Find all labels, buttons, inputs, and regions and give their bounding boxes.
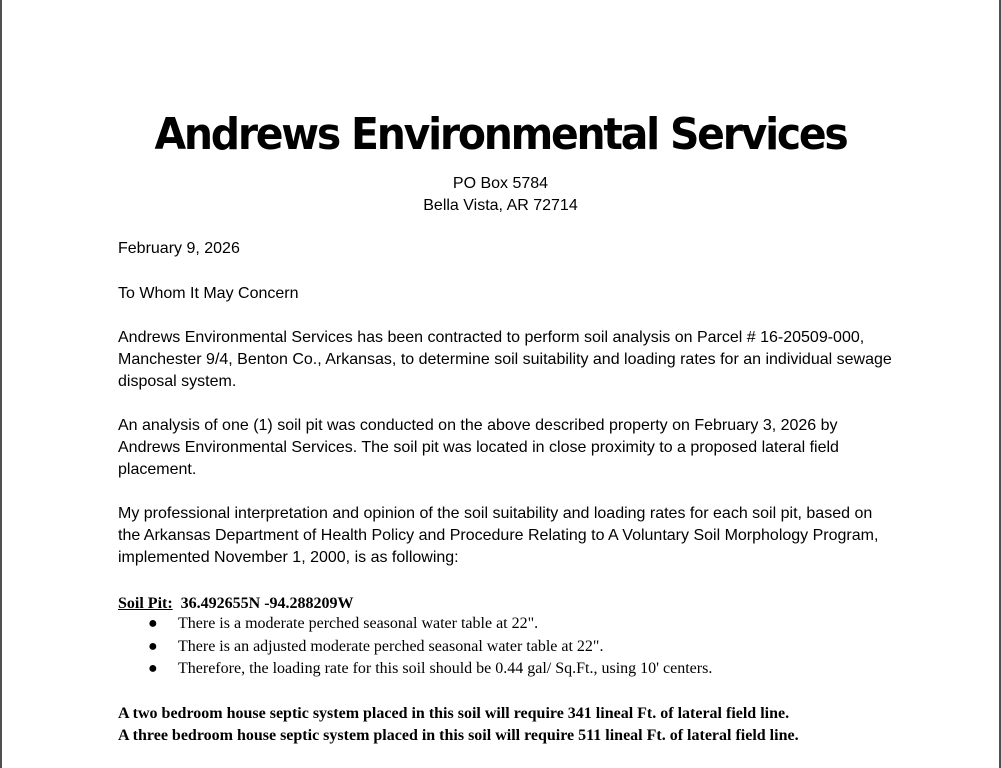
address-line-1: PO Box 5784: [452, 175, 549, 192]
conclusion-three-bedroom: A three bedroom house septic system placed in this soil will require 511 lineal Ft. of lateral field line.: [118, 727, 799, 744]
soil-pit-coordinates: 36.492655N -94.288209W: [180, 595, 354, 612]
finding-item: [146, 658, 712, 681]
finding-text: Therefore, the loading rate for this soil should be 0.44 gal/ Sq.Ft., using 10' centers.: [178, 660, 713, 677]
bullet-icon: ●: [148, 660, 158, 677]
conclusion-two-bedroom: A two bedroom house septic system placed in this soil will require 341 lineal Ft. of lateral field line.: [118, 705, 790, 722]
letter-date: February 9, 2026: [118, 240, 240, 257]
soil-pit-heading: [118, 593, 354, 615]
finding-text: There is an adjusted moderate perched seasonal water table at 22".: [178, 637, 604, 655]
salutation: To Whom It May Concern: [118, 285, 299, 302]
paragraph-contract: Andrews Environmental Services has been contracted to perform soil analysis on Parcel # 16-20509-000, Manchester 9/4, Benton Co., Arkansas, to determine soil suitability and loading rates for an individual sewage disposal system.: [118, 329, 892, 390]
bullet-icon: ●: [148, 637, 158, 655]
finding-text: There is a moderate perched seasonal water table at 22".: [178, 615, 539, 632]
paragraph-interpretation: My professional interpretation and opinion of the soil suitability and loading rates for each soil pit, based on the Arkansas Department of Health Policy and Procedure Relating to A Voluntary Soil Morphology Program, implemented November 1, 2000, is as following:: [118, 505, 879, 566]
bullet-icon: ●: [148, 615, 158, 632]
finding-item: [146, 636, 712, 659]
paragraph-analysis: An analysis of one (1) soil pit was conducted on the above described property on February 3, 2026 by Andrews Environmental Services. The soil pit was located in close proximity to a proposed lateral field placement.: [118, 417, 839, 478]
soil-pit-findings: [146, 613, 712, 681]
company-name: Andrews Environmental Services: [154, 109, 847, 160]
address-line-2: Bella Vista, AR 72714: [423, 197, 578, 214]
soil-pit-label: Soil Pit:: [118, 595, 173, 612]
finding-item: [146, 613, 712, 636]
page-left-border: [0, 0, 2, 768]
